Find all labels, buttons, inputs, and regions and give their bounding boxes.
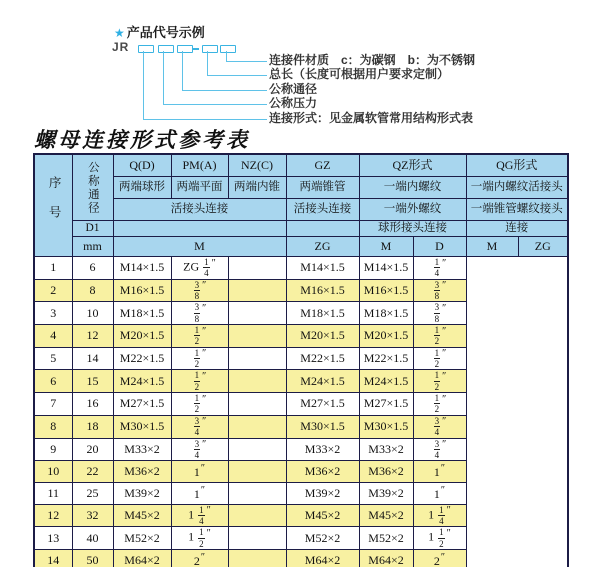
cell-gz: $\frac{3}{8}$ ″ (171, 302, 228, 325)
cell-qg-zg: 1 $\frac{1}{2}$ ″ (413, 527, 466, 550)
cell-m: M64×2 (113, 550, 171, 567)
cell-qz-d: M22×1.5 (286, 347, 359, 370)
cell-qz-d: M33×2 (286, 438, 359, 461)
cell-seq: 3 (34, 302, 72, 325)
cell-qg-zg: 2″ (413, 550, 466, 567)
cell-m: M20×1.5 (113, 325, 171, 348)
cell-qg-m: M14×1.5 (359, 257, 413, 280)
cell-m: M22×1.5 (113, 347, 171, 370)
table-header (34, 154, 568, 257)
cell-dn: 32 (72, 504, 113, 527)
cell-qz-m (228, 504, 286, 527)
header-qz-m: M (359, 237, 413, 257)
header-d1: D1 (72, 221, 113, 237)
cell-gz: $\frac{1}{2}$ ″ (171, 325, 228, 348)
cell-gz: 1″ (171, 461, 228, 483)
cell-seq: 1 (34, 257, 72, 280)
nut-connection-reference-table (33, 153, 569, 567)
cell-gz: $\frac{3}{8}$ ″ (171, 279, 228, 302)
header-form-qz: QZ形式 (359, 154, 466, 177)
cell-qg-m: M30×1.5 (359, 415, 413, 438)
cell-qg-zg: 1 $\frac{1}{4}$ ″ (413, 504, 466, 527)
cell-qg-m: M45×2 (359, 504, 413, 527)
cell-qg-m: M36×2 (359, 461, 413, 483)
star-icon: ★ (114, 26, 125, 40)
product-code-prefix: JR (112, 40, 130, 54)
cell-seq: 10 (34, 461, 72, 483)
cell-qz-m (228, 370, 286, 393)
cell-dn: 22 (72, 461, 113, 483)
cell-m: M52×2 (113, 527, 171, 550)
cell-gz: ZG $\frac{1}{4}$ ″ (171, 257, 228, 280)
cell-qg-m: M39×2 (359, 482, 413, 504)
header-conn-gz: 活接头连接 (286, 199, 359, 221)
cell-seq: 5 (34, 347, 72, 370)
cell-qz-m (228, 461, 286, 483)
cell-qz-m (228, 257, 286, 280)
cell-qz-d: M45×2 (286, 504, 359, 527)
table-row (34, 302, 568, 325)
diagram-label: 连接件材质 c：为碳钢 b：为不锈钢 (269, 53, 476, 67)
header-empty-gz (286, 221, 359, 237)
cell-gz: 1″ (171, 482, 228, 504)
cell-qg-zg: $\frac{3}{8}$ ″ (413, 302, 466, 325)
cell-dn: 16 (72, 393, 113, 416)
cell-qz-d: M24×1.5 (286, 370, 359, 393)
cell-seq: 6 (34, 370, 72, 393)
header-conn-qpmnz: 活接头连接 (113, 199, 286, 221)
table-row (34, 415, 568, 438)
cell-qg-zg: $\frac{3}{4}$ ″ (413, 438, 466, 461)
cell-m: M18×1.5 (113, 302, 171, 325)
header-qg-m: M (466, 237, 518, 257)
cell-seq: 8 (34, 415, 72, 438)
table-row (34, 438, 568, 461)
table-row (34, 257, 568, 280)
header-qz-d: D (413, 237, 466, 257)
cell-qz-d: M30×1.5 (286, 415, 359, 438)
header-desc-qz: 一端内螺纹 (359, 177, 466, 199)
header-form-gz: GZ (286, 154, 359, 177)
cell-m: M36×2 (113, 461, 171, 483)
cell-gz: $\frac{3}{4}$ ″ (171, 438, 228, 461)
header-qg-zg: ZG (518, 237, 568, 257)
header-form-qg: QG形式 (466, 154, 568, 177)
header-conn-qz: 一端外螺纹 (359, 199, 466, 221)
header-desc-gz: 两端锥管 (286, 177, 359, 199)
cell-qz-m (228, 482, 286, 504)
header-connect: 连接 (466, 221, 568, 237)
header-ball-joint: 球形接头连接 (359, 221, 466, 237)
table-row (34, 393, 568, 416)
diagram-label: 连接形式：见金属软管常用结构形式表 (269, 111, 474, 125)
header-conn-qg: 一端锥管螺纹接头 (466, 199, 568, 221)
cell-seq: 11 (34, 482, 72, 504)
header-thread-m: M (113, 237, 286, 257)
table-row (34, 370, 568, 393)
header-form-pma: PM(A) (171, 154, 228, 177)
cell-qz-d: M18×1.5 (286, 302, 359, 325)
header-dn-label: 公称通径 (86, 160, 99, 215)
cell-qz-d: M64×2 (286, 550, 359, 567)
cell-m: M27×1.5 (113, 393, 171, 416)
cell-dn: 12 (72, 325, 113, 348)
table-row (34, 279, 568, 302)
table-row (34, 482, 568, 504)
cell-qg-m: M52×2 (359, 527, 413, 550)
cell-qg-m: M64×2 (359, 550, 413, 567)
cell-seq: 13 (34, 527, 72, 550)
header-dn (72, 154, 113, 221)
cell-dn: 15 (72, 370, 113, 393)
header-desc-nzc: 两端内锥 (228, 177, 286, 199)
cell-gz: 1 $\frac{1}{4}$ ″ (171, 504, 228, 527)
cell-seq: 14 (34, 550, 72, 567)
cell-seq: 9 (34, 438, 72, 461)
header-form-qd: Q(D) (113, 154, 171, 177)
cell-qz-d: M39×2 (286, 482, 359, 504)
cell-qz-m (228, 302, 286, 325)
cell-qg-zg: $\frac{1}{2}$ ″ (413, 325, 466, 348)
diagram-label: 总长（长度可根据用户要求定制） (269, 67, 450, 81)
cell-qz-d: M27×1.5 (286, 393, 359, 416)
cell-qg-zg: $\frac{1}{4}$ ″ (413, 257, 466, 280)
cell-seq: 2 (34, 279, 72, 302)
cell-qz-d: M36×2 (286, 461, 359, 483)
table-title: 螺母连接形式参考表 (34, 128, 250, 152)
cell-gz: $\frac{1}{2}$ ″ (171, 370, 228, 393)
cell-qz-d: M16×1.5 (286, 279, 359, 302)
cell-qg-m: M22×1.5 (359, 347, 413, 370)
connector-line (226, 51, 267, 62)
code-dash-icon (192, 48, 199, 50)
header-seq (34, 154, 72, 257)
cell-qz-m (228, 438, 286, 461)
cell-qz-m (228, 279, 286, 302)
header-seq-label: 序号 (47, 176, 62, 235)
header-unit-mm: mm (72, 237, 113, 257)
table-row (34, 461, 568, 483)
cell-m: M24×1.5 (113, 370, 171, 393)
header-desc-qg: 一端内螺纹活接头 (466, 177, 568, 199)
cell-m: M45×2 (113, 504, 171, 527)
header-empty-left (113, 221, 286, 237)
table-row (34, 527, 568, 550)
table-row (34, 504, 568, 527)
cell-gz: $\frac{1}{2}$ ″ (171, 347, 228, 370)
cell-qz-d: M52×2 (286, 527, 359, 550)
cell-qz-m (228, 325, 286, 348)
cell-qg-zg: $\frac{1}{2}$ ″ (413, 393, 466, 416)
header-desc-qd: 两端球形 (113, 177, 171, 199)
cell-m: M39×2 (113, 482, 171, 504)
cell-qg-zg: 1″ (413, 482, 466, 504)
cell-qz-m (228, 393, 286, 416)
table-body (34, 257, 568, 567)
header-desc-pma: 两端平面 (171, 177, 228, 199)
cell-gz: $\frac{1}{2}$ ″ (171, 393, 228, 416)
cell-gz: 1 $\frac{1}{2}$ ″ (171, 527, 228, 550)
cell-seq: 7 (34, 393, 72, 416)
cell-dn: 40 (72, 527, 113, 550)
table-row (34, 347, 568, 370)
diagram-title: 产品代号示例 (126, 25, 205, 40)
cell-dn: 20 (72, 438, 113, 461)
cell-qz-d: M14×1.5 (286, 257, 359, 280)
cell-m: M14×1.5 (113, 257, 171, 280)
cell-qg-m: M33×2 (359, 438, 413, 461)
cell-qz-m (228, 347, 286, 370)
cell-dn: 6 (72, 257, 113, 280)
header-form-nzc: NZ(C) (228, 154, 286, 177)
cell-qg-m: M18×1.5 (359, 302, 413, 325)
cell-seq: 4 (34, 325, 72, 348)
cell-gz: $\frac{3}{4}$ ″ (171, 415, 228, 438)
cell-dn: 10 (72, 302, 113, 325)
cell-seq: 12 (34, 504, 72, 527)
cell-qg-m: M16×1.5 (359, 279, 413, 302)
cell-dn: 8 (72, 279, 113, 302)
cell-gz: 2″ (171, 550, 228, 567)
header-thread-zg: ZG (286, 237, 359, 257)
cell-dn: 18 (72, 415, 113, 438)
cell-qg-zg: $\frac{1}{2}$ ″ (413, 370, 466, 393)
cell-qz-d: M20×1.5 (286, 325, 359, 348)
cell-qz-m (228, 550, 286, 567)
cell-qz-m (228, 527, 286, 550)
cell-qg-zg: $\frac{3}{8}$ ″ (413, 279, 466, 302)
cell-qg-zg: $\frac{1}{2}$ ″ (413, 347, 466, 370)
cell-dn: 25 (72, 482, 113, 504)
cell-m: M33×2 (113, 438, 171, 461)
cell-qg-zg: 1″ (413, 461, 466, 483)
cell-qz-m (228, 415, 286, 438)
cell-dn: 50 (72, 550, 113, 567)
cell-m: M16×1.5 (113, 279, 171, 302)
table-row (34, 325, 568, 348)
diagram-label: 公称通径 (269, 82, 318, 96)
cell-qg-m: M24×1.5 (359, 370, 413, 393)
cell-qg-m: M20×1.5 (359, 325, 413, 348)
cell-m: M30×1.5 (113, 415, 171, 438)
table-row (34, 550, 568, 567)
cell-qg-m: M27×1.5 (359, 393, 413, 416)
diagram-label: 公称压力 (269, 96, 318, 110)
cell-qg-zg: $\frac{3}{4}$ ″ (413, 415, 466, 438)
diagram-title-row (114, 22, 205, 41)
cell-dn: 14 (72, 347, 113, 370)
